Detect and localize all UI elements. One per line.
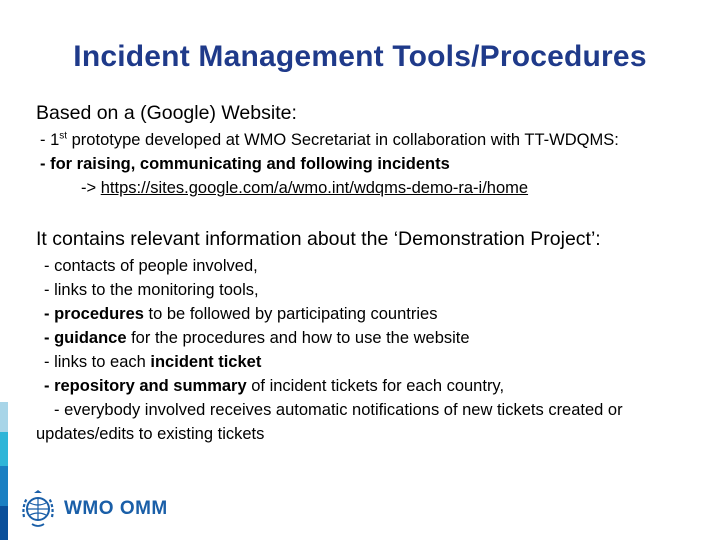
decor-strip-blue (0, 466, 8, 506)
decor-strip-cyan (0, 432, 8, 466)
list-item-repository: - repository and summary of incident tickets for each country, (44, 377, 505, 395)
list-item-incident-ticket: - links to each incident ticket (44, 353, 262, 371)
wmo-logo (18, 486, 168, 532)
demo-site-link[interactable]: https://sites.google.com/a/wmo.int/wdqms-demo-ra-i/home (100, 179, 529, 197)
wmo-emblem-icon (18, 489, 58, 529)
prototype-line: - 1st prototype developed at WMO Secretariat in collaboration with TT-WDQMS: (40, 130, 619, 149)
purpose-line: - for raising, communicating and following incidents (40, 155, 450, 173)
decor-strip-light (0, 402, 8, 432)
slide-title: Incident Management Tools/Procedures (73, 40, 647, 73)
section-website (36, 98, 706, 200)
link-line: -> https://sites.google.com/a/wmo.int/wdqms-demo-ra-i/home (81, 179, 529, 197)
list-item-notifications: - everybody involved receives automatic notifications of new tickets created or updates/edits to existing tickets (36, 401, 623, 443)
list-item-monitoring-links: - links to the monitoring tools, (44, 281, 259, 299)
decor-strip-navy (0, 506, 8, 540)
wmo-logo-text: WMO OMM (64, 498, 168, 519)
section-contents (36, 224, 706, 446)
list-item-guidance: - guidance for the procedures and how to use the website (44, 329, 470, 347)
list-item-contacts: - contacts of people involved, (44, 257, 258, 275)
section-contents-heading: It contains relevant information about the ‘Demonstration Project’: (36, 228, 601, 250)
section-website-heading: Based on a (Google) Website: (36, 102, 297, 124)
list-item-procedures: - procedures to be followed by participating countries (44, 305, 438, 323)
